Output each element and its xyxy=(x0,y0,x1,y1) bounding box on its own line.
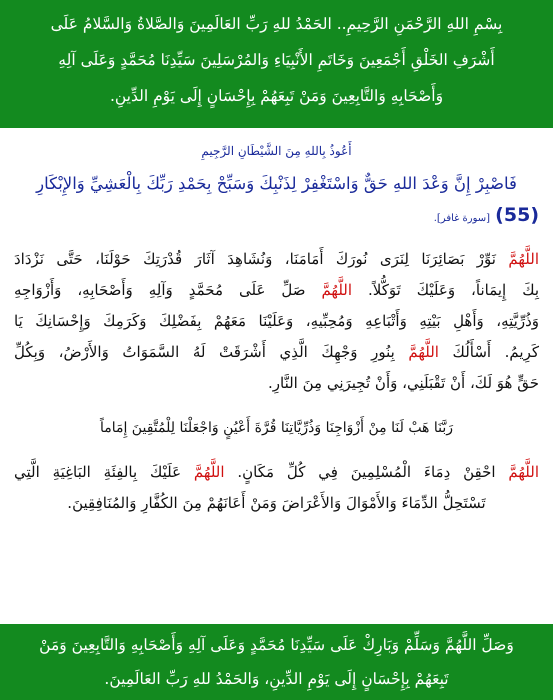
dua-line-4 xyxy=(14,337,539,368)
header-line-1: بِسْمِ اللهِ الرَّحْمَنِ الرَّحِيمِ.. الحَمْدُ للهِ رَبِّ العَالَمِينَ وَالصَّلاةُ وَالسَّلامُ عَلَى xyxy=(50,15,503,33)
dua-text: بِكَ إِيمَاناً، وَعَلَيْكَ تَوَكُّلاً. xyxy=(352,281,540,299)
ayah-reference xyxy=(14,200,539,230)
dua-line-5 xyxy=(14,368,539,399)
allahumma-word: اللَّهُمَّ xyxy=(508,250,539,268)
dua-paragraph-2 xyxy=(14,457,539,519)
quran-ayah: فَاصْبِرْ إِنَّ وَعْدَ اللهِ حَقٌّ وَاسْتَغْفِرْ لِذَنْبِكَ وَسَبِّحْ بِحَمْدِ رَبِّكَ بِالْعَشِيِّ وَالإِبْكَارِ xyxy=(36,174,517,193)
dua-text: كَرِيمُ. أَسْأَلُكَ xyxy=(438,343,539,361)
footer-line-1: وَصَلِّ اللَّهُمَّ وَسَلِّمْ وَبَارِكْ عَلَى سَيِّدِنَا مُحَمَّدٍ وَعَلَى آلِهِ وَأَصْحَابِهِ وَالتَّابِعِينَ وَمَنْ xyxy=(39,636,514,654)
allahumma-word: اللَّهُمَّ xyxy=(193,463,225,481)
allahumma-word: اللَّهُمَّ xyxy=(321,281,353,299)
dua-text: عَلَيْكَ بِالفِئَةِ البَاغِيَةِ الَّتِي xyxy=(14,463,194,481)
dua-paragraph xyxy=(14,244,539,399)
footer-band xyxy=(0,624,553,700)
dua2-line-2 xyxy=(14,488,539,519)
dua-text: وَذُرِّيَّتِهِ، وَأَهْلِ بَيْتِهِ وَأَتْبَاعِهِ وَمُحِبِّيهِ، وَعَلَيْنَا مَعَهُمْ بِفَضْلِكَ وَكَرَمِكَ وَإِحْسَانِكَ يَا xyxy=(14,312,539,330)
header-line-3: وَأَصْحَابِهِ وَالتَّابِعِينَ وَمَنْ تَبِعَهُمْ بِإِحْسَانٍ إِلَى يَوْمِ الدِّينِ. xyxy=(109,87,444,105)
allahumma-word: اللَّهُمَّ xyxy=(508,463,539,481)
header-line-2: أَشْرَفِ الخَلْقِ أَجْمَعِينَ وَخَاتَمِ الأَنْبِيَاءِ وَالمُرْسَلِينَ سَيِّدِنَا مُحَمَّدٍ وَعَلَى آلِهِ xyxy=(58,51,495,69)
dua-text: نَوِّرْ بَصَائِرَنَا لِنَرَى نُورَكَ أَمَامَنَا، وَنُشَاهِدَ آثَارَ قُدْرَتِكَ حَوْلَنَا، حَتَّى نَزْدَادَ xyxy=(14,250,509,268)
dua-text: بِنُورِ وَجْهِكَ الَّذِي أَشْرَقَتْ لَهُ السَّمَوَاتُ وَالأَرْضُ، وَبِكُلِّ xyxy=(14,343,409,361)
dua-text: حَقٍّ هُوَ لَكَ، أَنْ تَقْبَلَنِي، وَأَنْ تُجِيرَنِي مِنَ النَّارِ. xyxy=(267,374,539,392)
dua-line-3 xyxy=(14,306,539,337)
allahumma-word: اللَّهُمَّ xyxy=(408,343,439,361)
ayah-number: (55) xyxy=(495,204,539,226)
dua2-line-1 xyxy=(14,457,539,488)
dua-line-1 xyxy=(14,244,539,275)
dua-text: تَسْتَحِلُّ الدِّمَاءَ وَالأَمْوَالَ وَالأَعْرَاضَ وَمَنْ أَعَانَهُمْ مِنَ الكُفَّارِ وَالمُنَافِقِينَ. xyxy=(67,494,486,512)
dua-text: احْقِنْ دِمَاءَ الْمُسْلِمِينَ فِي كُلِّ مَكَانٍ. xyxy=(224,463,509,481)
dua-line-2 xyxy=(14,275,539,306)
dua-text: صَلِّ عَلَى مُحَمَّدٍ وَآلِهِ وَأَصْحَابِهِ، وَأَزْوَاجِهِ xyxy=(14,281,322,299)
quran-verse-2: رَبَّنَا هَبْ لَنَا مِنْ أَزْوَاجِنَا وَذُرِّيَّاتِنَا قُرَّةَ أَعْيُنٍ وَاجْعَلْنَا لِلْمُتَّقِينَ إِمَاماً xyxy=(99,420,454,436)
header-band xyxy=(0,0,553,128)
main-content xyxy=(0,128,553,624)
taawudh-line: أَعُوذُ بِاللهِ مِنَ الشَّيْطَانِ الرَّجِيمِ xyxy=(201,144,352,158)
footer-line-2: تَبِعَهُمْ بِإِحْسَانٍ إِلَى يَوْمِ الدِّينِ، وَالحَمْدُ للهِ رَبِّ العَالَمِينَ. xyxy=(104,670,449,688)
surah-name: [سورة غافر]. xyxy=(433,213,491,224)
